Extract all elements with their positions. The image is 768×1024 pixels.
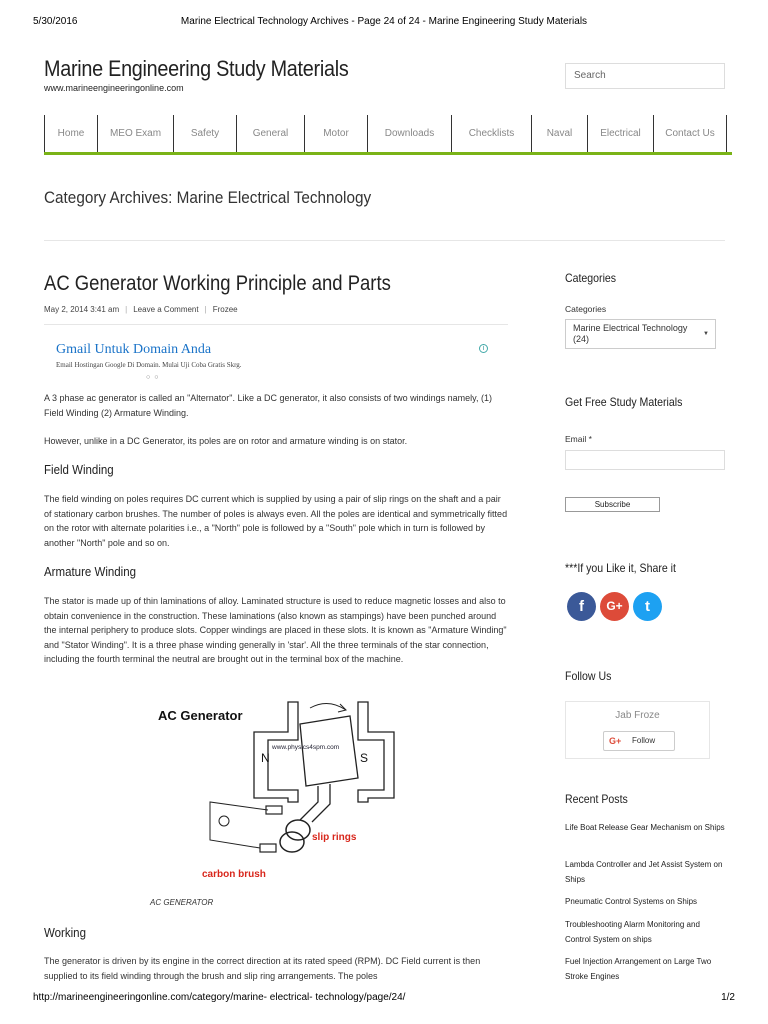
print-footer bbox=[33, 992, 735, 1006]
nav-home[interactable]: Home bbox=[44, 115, 97, 152]
post-intro-2: However, unlike in a DC Generator, its poles are on rotor and armature winding is on stator. bbox=[44, 436, 408, 446]
search-input[interactable]: Search bbox=[565, 63, 725, 89]
divider bbox=[44, 324, 508, 325]
meter-icon bbox=[219, 816, 229, 826]
figure-watermark: www.physics4spm.com bbox=[272, 744, 340, 751]
categories-label: Categories bbox=[565, 304, 607, 314]
figure-caption: AC GENERATOR bbox=[150, 898, 214, 907]
carbon-brush-1 bbox=[266, 806, 282, 814]
chevron-down-icon: ▼ bbox=[703, 331, 709, 337]
recent-post-link[interactable]: Fuel Injection Arrangement on Large Two Stroke Engines bbox=[565, 957, 712, 981]
slip-ring-1 bbox=[286, 820, 310, 840]
nav-checklists[interactable]: Checklists bbox=[451, 115, 531, 152]
site-subtitle: www.marineengineeringonline.com bbox=[44, 83, 184, 93]
categories-select[interactable] bbox=[565, 319, 716, 349]
post-intro: A 3 phase ac generator is called an "Alternator". Like a DC generator, it also consists of two windings namely, (1) Field Winding (2) Armature Winding. bbox=[44, 393, 492, 418]
google-follow-widget bbox=[565, 701, 710, 759]
recent-post-link[interactable]: Lambda Controller and Jet Assist System on Ships bbox=[565, 860, 723, 884]
nav-electrical[interactable]: Electrical bbox=[587, 115, 653, 152]
meta-separator: | bbox=[204, 305, 207, 314]
carbon-brush-2 bbox=[260, 844, 276, 852]
north-label: N bbox=[261, 751, 270, 765]
ad-title[interactable]: Gmail Untuk Domain Anda bbox=[56, 342, 212, 357]
south-label: S bbox=[360, 751, 369, 765]
recent-post-link[interactable]: Pneumatic Control Systems on Ships bbox=[565, 897, 698, 906]
print-title: Marine Electrical Technology Archives - Page 24 of 24 - Marine Engineering Study Materials bbox=[180, 16, 588, 27]
subscribe-button[interactable]: Subscribe bbox=[565, 497, 660, 512]
ad-pager-icon[interactable]: ○○ bbox=[146, 374, 163, 381]
slip-rings-label: slip rings bbox=[312, 832, 357, 843]
armature-winding-text: The stator is made up of thin laminations of alloy. Laminated structure is used to reduce magnetic losses and also to obtain convenience in the construction. These laminations (also known as stampings) have been punched around the internal periphery to produce slots. Copper windings are placed in these slots. It is known as "Armature Winding" and "Stator Winding". It is a three phase winding generally in 'star'. All the three terminals of the star connection, including the fourth terminal the neutral are brought out in the terminal box of the machine. bbox=[44, 596, 507, 664]
google-plus-icon: G+ bbox=[609, 736, 622, 746]
sidebar-categories-heading: Categories bbox=[565, 271, 617, 285]
divider bbox=[44, 240, 725, 241]
follow-heading: Follow Us bbox=[565, 669, 612, 683]
slip-ring-2 bbox=[280, 832, 304, 852]
heading-armature-winding: Armature Winding bbox=[44, 565, 137, 579]
print-url: http://marineengineeringonline.com/category/marine- electrical- technology/page/24/ bbox=[33, 992, 406, 1003]
main-nav bbox=[44, 115, 732, 155]
recent-post-link[interactable]: Troubleshooting Alarm Monitoring and Control System on ships bbox=[565, 920, 700, 944]
ad-info-icon[interactable]: i bbox=[479, 344, 488, 353]
nav-general[interactable]: General bbox=[236, 115, 304, 152]
field-winding-text: The field winding on poles requires DC current which is supplied by using a pair of slip rings on the shaft and a pair of stationary carbon brushes. The number of poles is always even. All the poles are identical and symmetrically fitted on the rotor with alternate polarities i.e., a "North" pole is followed by a "South" pole which in turn is followed by another "North" pole and so on. bbox=[44, 494, 508, 548]
categories-selected-value: Marine Electrical Technology (24) bbox=[573, 323, 688, 344]
heading-working: Working bbox=[44, 926, 86, 940]
post-date[interactable]: May 2, 2014 3:41 am bbox=[44, 305, 120, 314]
archive-title: Category Archives: Marine Electrical Technology bbox=[44, 188, 372, 207]
figure-title: AC Generator bbox=[158, 708, 243, 723]
email-label: Email * bbox=[565, 434, 592, 444]
recent-post-link[interactable]: Life Boat Release Gear Mechanism on Ships bbox=[565, 823, 725, 832]
nav-contact-us[interactable]: Contact Us bbox=[653, 115, 727, 152]
leave-comment-link[interactable]: Leave a Comment bbox=[133, 305, 199, 314]
post-meta bbox=[44, 305, 238, 314]
nav-meo-exam[interactable]: MEO Exam bbox=[97, 115, 173, 152]
share-heading: ***If you Like it, Share it bbox=[565, 561, 676, 575]
print-header bbox=[33, 16, 735, 30]
follow-button[interactable] bbox=[603, 731, 675, 751]
external-circuit bbox=[210, 802, 268, 848]
working-text: The generator is driven by its engine in the correct direction at its rated speed (RPM). DC Field current is then supplied to its field winding through the brush and slip ring arrangements. The poles bbox=[44, 956, 481, 981]
ad-description: Email Hostingan Google Di Domain. Mulai Uji Coba Gratis Skrg. bbox=[56, 361, 242, 369]
post-author[interactable]: Frozee bbox=[212, 305, 238, 314]
study-materials-heading: Get Free Study Materials bbox=[565, 395, 683, 409]
site-title[interactable]: Marine Engineering Study Materials bbox=[44, 56, 349, 81]
heading-field-winding: Field Winding bbox=[44, 463, 114, 477]
carbon-brush-label: carbon brush bbox=[202, 869, 266, 880]
nav-naval[interactable]: Naval bbox=[531, 115, 587, 152]
armature-coil-shape bbox=[300, 716, 358, 786]
google-plus-icon[interactable]: G+ bbox=[600, 592, 629, 621]
shaft-shape bbox=[300, 784, 330, 822]
facebook-icon[interactable]: f bbox=[567, 592, 596, 621]
recent-posts-heading: Recent Posts bbox=[565, 792, 628, 806]
nav-downloads[interactable]: Downloads bbox=[367, 115, 451, 152]
twitter-icon[interactable]: t bbox=[633, 592, 662, 621]
print-date: 5/30/2016 bbox=[33, 16, 78, 27]
email-field[interactable] bbox=[565, 450, 725, 470]
nav-motor[interactable]: Motor bbox=[304, 115, 367, 152]
ac-generator-diagram bbox=[150, 694, 395, 886]
follow-button-label: Follow bbox=[632, 736, 656, 745]
ad-banner[interactable] bbox=[56, 342, 488, 384]
nav-safety[interactable]: Safety bbox=[173, 115, 236, 152]
ac-generator-svg bbox=[150, 694, 395, 886]
follow-profile-name[interactable]: Jab Froze bbox=[615, 710, 660, 721]
print-page-number: 1/2 bbox=[721, 992, 735, 1003]
meta-separator: | bbox=[125, 305, 128, 314]
post-title[interactable]: AC Generator Working Principle and Parts bbox=[44, 272, 391, 295]
